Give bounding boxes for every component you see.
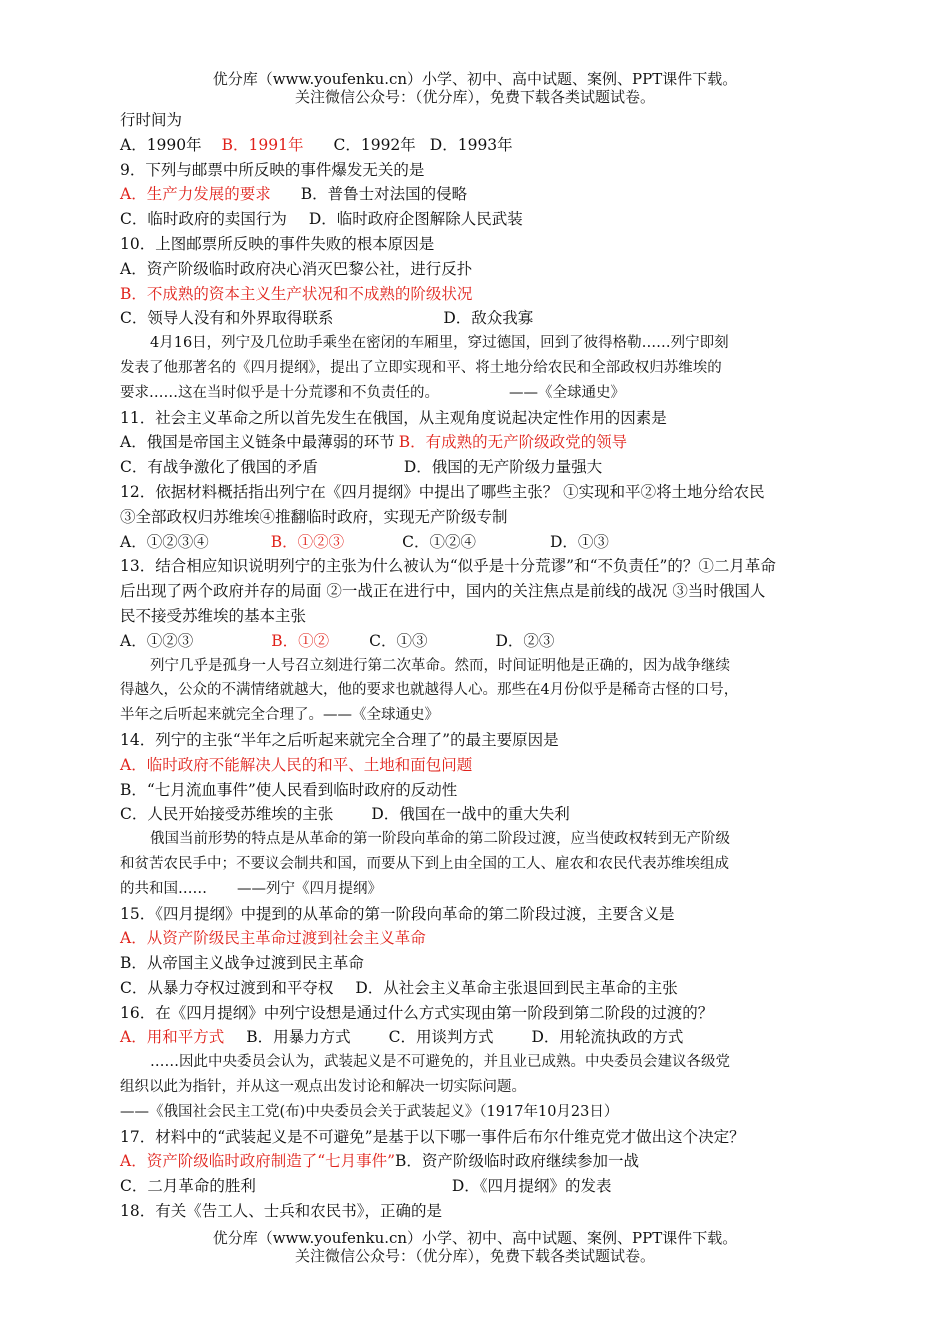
question-17-stem: 17．材料中的“武装起义是不可避免”是基于以下哪一事件后布尔什维克党才做出这个决定？: [120, 1127, 745, 1146]
text-line: 行时间为: [120, 111, 183, 129]
question-11-options-cd: [120, 455, 836, 480]
option-d: D．敌众我寡: [443, 309, 534, 328]
question-11-options-ab: [120, 430, 836, 455]
question-16-options: [120, 1025, 836, 1050]
option-b-answer: B．①②③: [270, 532, 345, 551]
material-3-text: 的共和国……: [120, 880, 207, 897]
question-13-line-3: 民不接受苏维埃的基本主张: [120, 606, 307, 625]
material-2-line-3: 半年之后听起来就完全合理了。——《全球通史》: [120, 707, 439, 724]
material-1-text: 要求……这在当时似乎是十分荒谬和不负责任的。: [120, 384, 439, 401]
material-1-source: ——《全球通史》: [509, 384, 625, 401]
header-line-1: 优分库（www.youfenku.cn）小学、初中、高中试题、案例、PPT课件下载。: [212, 70, 738, 88]
question-13-line-2: 后出现了两个政府并存的局面 ②一战正在进行中，国内的关注焦点是前线的战况 ③当时俄国人: [120, 582, 766, 601]
material-1-line-3: [120, 381, 836, 406]
option-a: A．①②③: [120, 631, 194, 650]
option-c: C．①②④: [402, 532, 476, 551]
option-c: C．二月革命的胜利: [120, 1177, 256, 1196]
option-a-answer: A．用和平方式: [120, 1028, 225, 1047]
material-4-line-2: 组织以此为指针，并从这一观点出发讨论和解决一切实际问题。: [120, 1079, 526, 1096]
material-3-line-3: [120, 877, 836, 902]
question-9-stem: 9．下列与邮票中所反映的事件爆发无关的是: [120, 160, 425, 179]
material-3-source: ——列宁《四月提纲》: [237, 880, 382, 897]
option-d: D．用轮流执政的方式: [531, 1028, 684, 1047]
option-a: A．1990年: [120, 135, 202, 154]
option-b: B．资产阶级临时政府继续参加一战: [395, 1152, 639, 1171]
option-b: B．用暴力方式: [246, 1028, 351, 1047]
question-11-stem: 11．社会主义革命之所以首先发生在俄国，从主观角度说起决定性作用的因素是: [120, 408, 667, 427]
option-c: C．临时政府的卖国行为: [120, 210, 287, 229]
option-c: C．用谈判方式: [388, 1028, 494, 1047]
question-10-stem: 10．上图邮票所反映的事件失败的根本原因是: [120, 234, 435, 253]
option-c: C．有战争激化了俄国的矛盾: [120, 458, 318, 477]
footer-line-1: 优分库（www.youfenku.cn）小学、初中、高中试题、案例、PPT课件下载。: [212, 1229, 738, 1247]
header-line-2: 关注微信公众号：（优分库），免费下载各类试题试卷。: [294, 88, 655, 106]
option-b-answer: B．①②: [271, 631, 330, 650]
option-d: D．俄国在一战中的重大失利: [371, 805, 570, 824]
question-10-options-cd: [120, 306, 836, 331]
option-c: C．领导人没有和外界取得联系: [120, 309, 334, 328]
question-9-options-cd: [120, 207, 836, 232]
option-d: D．《四月提纲》的发表: [451, 1177, 612, 1196]
option-c: C．人民开始接受苏维埃的主张: [120, 805, 334, 824]
material-1-line-2: 发表了他那著名的《四月提纲》，提出了立即实现和平、将土地分给农民和全部政权归苏维埃的: [120, 359, 722, 376]
option-d: D．临时政府企图解除人民武装: [308, 210, 523, 229]
option-d: D．①③: [549, 532, 609, 551]
option-a-answer: A．临时政府不能解决人民的和平、土地和面包问题: [120, 755, 473, 774]
question-12-options: [120, 530, 836, 555]
option-b-answer: B．不成熟的资本主义生产状况和不成熟的阶级状况: [120, 284, 473, 303]
exam-content: [120, 108, 836, 1224]
option-b: B．普鲁士对法国的侵略: [300, 185, 468, 204]
material-2-line-1: 列宁几乎是孤身一人号召立刻进行第二次革命。然而，时间证明他是正确的，因为战争继续: [150, 657, 730, 674]
option-a-answer: A．资产阶级临时政府制造了“七月事件”: [120, 1152, 396, 1171]
question-17-options-cd: [120, 1174, 836, 1199]
question-15-options-cd: [120, 976, 836, 1001]
option-a: A．资产阶级临时政府决心消灭巴黎公社，进行反扑: [120, 259, 473, 278]
option-a-answer: A．生产力发展的要求: [120, 185, 271, 204]
question-9-options-ab: [120, 182, 836, 207]
question-13-line-1: 13．结合相应知识说明列宁的主张为什么被认为“似乎是十分荒谬”和“不负责任”的？①二月革命: [120, 557, 776, 576]
option-d: D．俄国的无产阶级力量强大: [403, 458, 603, 477]
option-a: A．俄国是帝国主义链条中最薄弱的环节: [120, 433, 395, 452]
question-13-options: [120, 629, 836, 654]
footer-line-2: 关注微信公众号：（优分库），免费下载各类试题试卷。: [294, 1247, 655, 1265]
material-4-line-1: ……因此中央委员会认为，武装起义是不可避免的，并且业已成熟。中央委员会建议各级党: [150, 1054, 730, 1071]
material-3-line-1: 俄国当前形势的特点是从革命的第一阶段向革命的第二阶段过渡，应当使政权转到无产阶级: [150, 831, 730, 848]
question-12-line-1: 12．依据材料概括指出列宁在《四月提纲》中提出了哪些主张？ ①实现和平②将土地分给农民: [120, 482, 765, 501]
question-17-options-ab: [120, 1149, 836, 1174]
option-a-answer: A．从资产阶级民主革命过渡到社会主义革命: [120, 929, 426, 948]
material-3-line-2: 和贫苦农民手中；不要议会制共和国，而要从下到上由全国的工人、雇农和农民代表苏维埃组成: [120, 855, 729, 872]
material-2-line-2: 得越久，公众的不满情绪就越大，他的要求也就越得人心。那些在4月份似乎是稀奇古怪的口号，: [120, 682, 739, 699]
page-header: [0, 70, 950, 106]
question-14-stem: 14．列宁的主张“半年之后听起来就完全合理了”的最主要原因是: [120, 730, 559, 749]
option-c: C．1992年: [333, 135, 416, 154]
question-15-stem: 15．《四月提纲》中提到的从革命的第一阶段向革命的第二阶段过渡，主要含义是: [120, 904, 675, 923]
question-14-options-cd: [120, 802, 836, 827]
option-d: D．1993年: [429, 135, 513, 154]
option-c: C．①③: [369, 631, 428, 650]
option-d: D．从社会主义革命主张退回到民主革命的主张: [355, 978, 678, 997]
question-16-stem: 16．在《四月提纲》中列宁设想是通过什么方式实现由第一阶段到第二阶段的过渡的？: [120, 1003, 714, 1022]
question-12-line-2: ③全部政权归苏维埃④推翻临时政府，实现无产阶级专制: [120, 507, 508, 526]
option-b: B．“七月流血事件”使人民看到临时政府的反动性: [120, 780, 458, 799]
question-8-options: [120, 133, 836, 158]
material-4-source: ——《俄国社会民主工党(布)中央委员会关于武装起义》（1917年10月23日）: [120, 1103, 619, 1120]
option-a: A．①②③④: [120, 532, 209, 551]
question-18-stem: 18．有关《告工人、士兵和农民书》，正确的是: [120, 1202, 442, 1221]
option-b-answer: B．有成熟的无产阶级政党的领导: [398, 433, 628, 452]
option-b-answer: B．1991年: [221, 135, 304, 154]
option-c: C．从暴力夺权过渡到和平夺权: [120, 978, 334, 997]
option-b: B．从帝国主义战争过渡到民主革命: [120, 954, 364, 973]
material-1-line-1: 4月16日，列宁及几位助手乘坐在密闭的车厢里，穿过德国，回到了彼得格勒……列宁即刻: [150, 335, 729, 352]
page-footer: [0, 1229, 950, 1265]
option-d: D．②③: [495, 631, 555, 650]
